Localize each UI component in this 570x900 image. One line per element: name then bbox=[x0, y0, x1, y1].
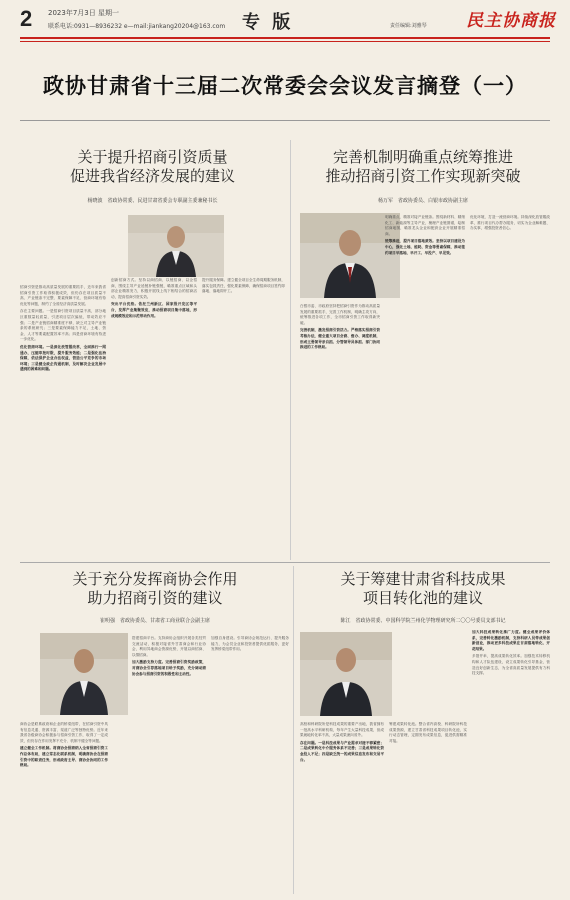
article-2-para-1: 白银市委、市政府坚持把招商引资作为推动高质量发展的重要抓手，完善工作机制，明确主攻方向，统筹推进各项工作，全市招商引资工作取得新突破。 bbox=[300, 304, 380, 325]
article-1-title bbox=[20, 148, 285, 186]
page-main-title: 政协甘肃省十三届二次常委会会议发言摘登（一） bbox=[43, 73, 527, 98]
article-1-column-2 bbox=[111, 230, 197, 555]
article-4-column-2 bbox=[389, 722, 467, 892]
article-2-para-5: 优化环境，打造一流营商环境。持续深化放管服改革，推行项目代办帮办服务，切实为企业解难题、办实事，增强投资者信心。 bbox=[470, 215, 550, 231]
article-4-para-1: 高校和科研院所是科技成果的重要产出地，我省拥有一批高水平科研机构，每年产生大量科技成果，但成果就地转化率不高，大量成果流向省外。 bbox=[300, 722, 384, 738]
article-4-para-5: 多措并举，提高成果转化效率。加强技术转移机构和人才队伍建设，设立成果转化引导基金，营造良好创新生态，为全省高质量发展提供有力科技支撑。 bbox=[472, 654, 550, 676]
article-1-para-3: 优化营商环境。一是深化放管服改革，全面推行一网通办，压缩审批时限，提升服务效能；二是强化法治保障，依法保护企业合法权益，营造公平竞争的市场环境；三是健全政企沟通机制，及时解决企业发展中遇到的困难和问题。 bbox=[20, 344, 106, 372]
article-1-para-4: 创新招商方式。坚持以商招商、以链招商、以企招商，围绕主导产业延链补链强链，瞄准重点区域和头部企业精准发力，积极开展线上线下相结合的招商活动，提高招商引资实效。 bbox=[111, 278, 197, 299]
column-divider-bottom bbox=[293, 566, 294, 894]
article-1-para-2: 存在主要问题。一是招商引资项目质量不高，部分地区重数量轻质量，引进项目层次偏低，带动效应不强；二是产业链招商精准度不够，缺乏对主导产业链条的系统研究；三是要素保障能力不足，土地、资金、人才等要素配置效率不高；四是营商环境有待进一步优化。 bbox=[20, 309, 106, 342]
article-4-para-2: 存在问题。一是科技成果与产业需求对接不够紧密；二是成果转化中介服务体系不完善；三是成果转化资金投入不足；四是缺乏统一的成果信息发布和交易平台。 bbox=[300, 740, 384, 762]
section-title: 专 版 bbox=[242, 12, 294, 33]
article-1-column-1 bbox=[20, 285, 106, 555]
article-3-para-5: 加强自身建设。引导商协会规范运行、提升服务能力，为会员企业和投资者提供优质服务，更好发挥桥梁纽带作用。 bbox=[211, 636, 289, 652]
article-4-title bbox=[296, 570, 550, 608]
article-3-para-2: 建立健全工作机制。将商协会招商纳入全省招商引资工作总体布局，建立常态化联系机制，明确商协会在招商引资中的职责任务，形成政府主导、商协会协同的工作格局。 bbox=[20, 746, 108, 768]
article-3-title bbox=[20, 570, 290, 608]
article-1-byline: 杨晓波 省政协常委、民进甘肃省委会专职副主委兼秘书长 bbox=[87, 198, 218, 204]
article-4-byline: 陈江 省政协常委、中国科学院兰州化学物理研究所二〇〇号委员支部书记 bbox=[340, 618, 506, 624]
article-4-column-3 bbox=[472, 630, 550, 892]
article-1-column-3 bbox=[202, 230, 285, 555]
article-2-title bbox=[296, 148, 550, 186]
article-3-column-2 bbox=[132, 636, 206, 892]
article-1-title-line2: 促进我省经济发展的建议 bbox=[69, 167, 235, 185]
article-3-title-line2: 助力招商引资的建议 bbox=[87, 589, 223, 607]
article-4-title-line2: 项目转化池的建议 bbox=[362, 589, 483, 607]
article-4-para-3: 筹建成果转化池。整合省内高校、科研院所科技成果资源，建立甘肃省科技成果项目转化池，实行动态管理，定期发布成果信息，促进供需精准对接。 bbox=[389, 722, 467, 743]
article-2-title-line2: 推动招商引资工作实现新突破 bbox=[325, 167, 521, 185]
article-3-title-line1: 关于充分发挥商协会作用 bbox=[72, 570, 238, 588]
article-3-column-3 bbox=[211, 636, 289, 892]
article-4-author-photo bbox=[300, 632, 392, 716]
page-number: 2 bbox=[20, 6, 33, 31]
article-2-para-3: 明确重点，精准对接产业链条。围绕新材料、精细化工、新能源等主导产业，梳理产业链图谱，绘制招商地图，瞄准龙头企业和配套企业开展精准招商。 bbox=[385, 215, 465, 236]
title-divider bbox=[20, 120, 550, 121]
editor-line: 责任编辑:刘雅琴 bbox=[390, 23, 427, 29]
article-4-para-4: 加大科技成果转化推广力度。健全成果评价体系，完善转化激励机制，支持科研人员带成果创新创业，推动更多科技成果在甘肃落地转化、开花结果。 bbox=[472, 630, 550, 651]
issue-date: 2023年7月3日 星期一 bbox=[48, 9, 119, 17]
article-2-column-2 bbox=[385, 215, 465, 559]
header-rule bbox=[20, 37, 550, 39]
article-3-author-photo bbox=[40, 633, 128, 715]
section-divider bbox=[20, 562, 550, 563]
article-1-para-5: 突出平台优势。依托兰州新区、国家级开发区等平台，发挥产业集聚效应，推动招商项目集中落地，形成规模效应和示范带动作用。 bbox=[111, 302, 197, 318]
column-divider-top bbox=[290, 140, 291, 560]
article-4-column-1 bbox=[300, 722, 384, 892]
article-2-column-3 bbox=[470, 215, 550, 559]
article-3-byline: 崔明强 省政协委员、甘肃省工商业联合会副主席 bbox=[99, 618, 210, 624]
page-header bbox=[0, 0, 570, 38]
newspaper-logo: 民主协商报 bbox=[466, 11, 556, 31]
article-2-column-1 bbox=[300, 304, 380, 559]
article-3-para-1: 商协会是联系政府和企业的桥梁纽带，在招商引资中具有信息灵通、资源丰富、渠道广泛等独特优势。近年来我省各级商协会积极参与招商引资工作，取得了一定成效，但仍存在作用发挥不充分、机制不健全等问题。 bbox=[20, 722, 108, 743]
article-2-byline: 杨万军 省政协委员、白银市政协副主席 bbox=[377, 198, 468, 204]
article-2-title-line1: 完善机制明确重点统筹推进 bbox=[332, 148, 513, 166]
article-1-para-1: 招商引资是推动高质量发展的重要抓手，近年来我省招商引资工作取得积极成效，但仍存在项目质量不高、产业链条不完整、要素保障不足、营商环境有待优化等问题，制约了全省经济高质量发展。 bbox=[20, 285, 106, 306]
article-3-para-3: 搭建招商平台。支持商协会组织开展各类经贸交流活动，积极对接省外甘肃商会和行业协会，利用异地商会资源优势，开展以商招商、以情招商。 bbox=[132, 636, 206, 657]
article-1-title-line1: 关于提升招商引资质量 bbox=[77, 148, 228, 166]
article-3-column-1 bbox=[20, 722, 108, 892]
article-1-para-6: 提升服务保障。建立健全项目全生命周期服务机制，落实包抓责任，强化要素保障，确保招商项目签约即落地、落地即开工。 bbox=[202, 278, 285, 294]
header-rule-thin bbox=[20, 41, 550, 42]
article-4-title-line1: 关于筹建甘肃省科技成果 bbox=[340, 570, 506, 588]
article-3-para-4: 加大激励支持力度。完善招商引资奖励政策，对商协会引荐落地项目给予奖励，充分调动商协会参与招商引资的积极性和主动性。 bbox=[132, 660, 206, 676]
article-2-para-2: 完善机制，激发招商引资活力。严格落实招商引资考核办法，健全重大项目会商、督办、调度机制，形成主要领导亲自抓、分管领导具体抓、部门协同推进的工作格局。 bbox=[300, 328, 380, 350]
article-2-para-4: 统筹推进，提升项目落地质效。坚持以项目建设为中心，强化土地、能耗、资金等要素保障，推动签约项目早落地、早开工、早投产、早见效。 bbox=[385, 239, 465, 255]
contact-info: 联系电话:0931—8936232 e—mail:jiankang20204@163.com bbox=[48, 23, 226, 30]
